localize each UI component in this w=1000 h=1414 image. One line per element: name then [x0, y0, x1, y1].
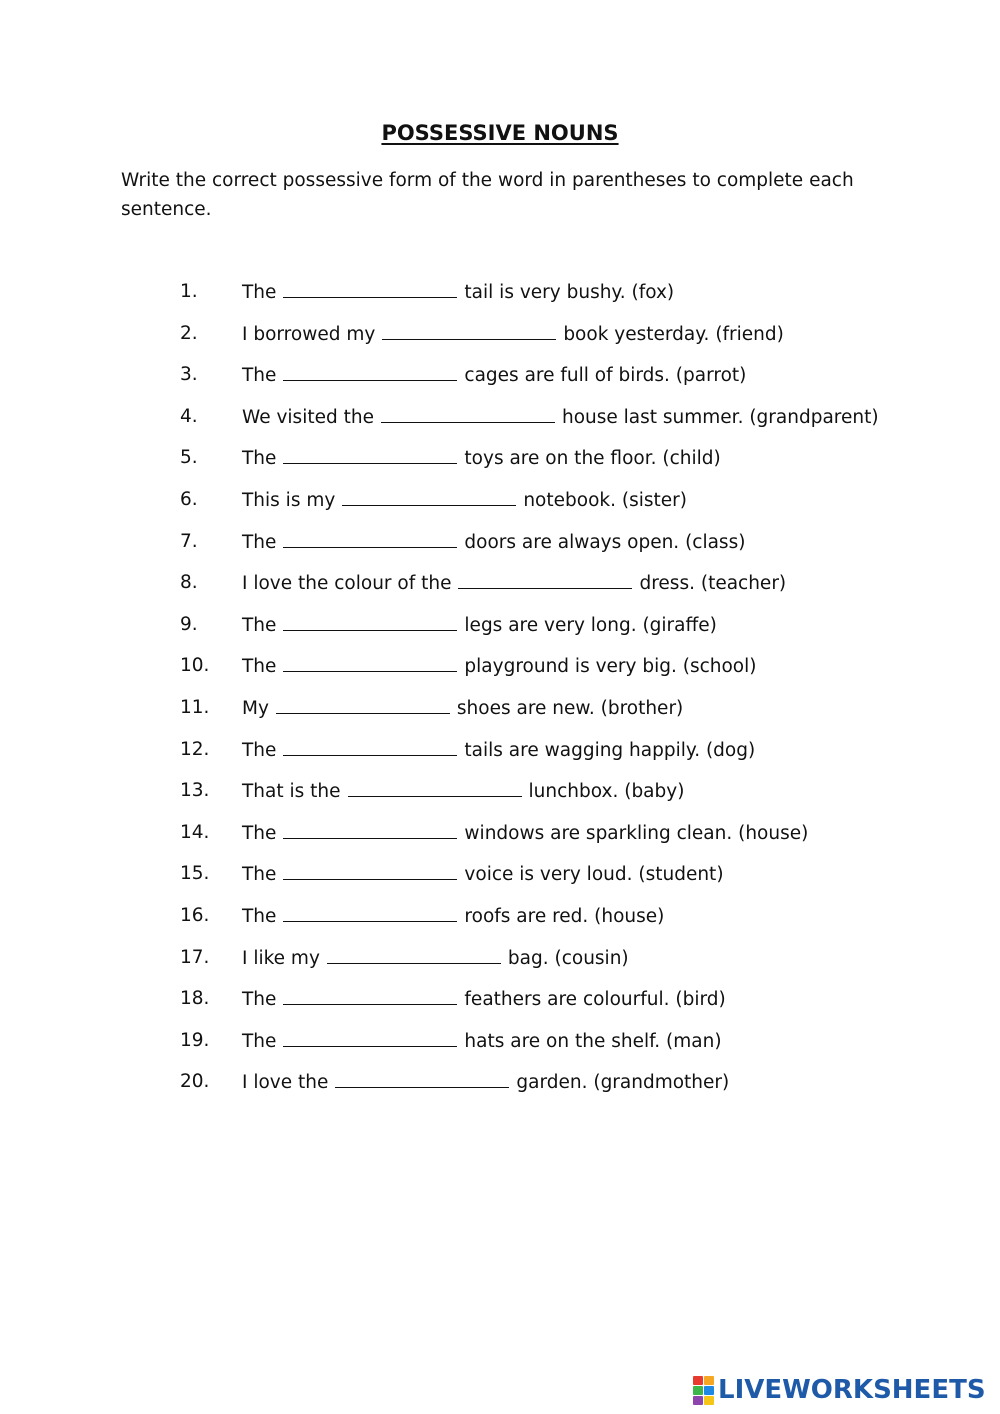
answer-blank[interactable] — [283, 527, 457, 548]
sentence-end: windows are sparkling clean. (house) — [464, 822, 809, 844]
question-sentence — [242, 1067, 729, 1098]
sentence-start: The — [242, 864, 277, 886]
answer-blank[interactable] — [335, 1067, 509, 1088]
answer-blank[interactable] — [283, 984, 457, 1005]
question-item — [180, 693, 940, 735]
question-sentence — [242, 651, 756, 682]
sentence-end: voice is very loud. (student) — [464, 864, 724, 886]
answer-blank[interactable] — [458, 568, 632, 589]
question-number: 7. — [180, 530, 198, 552]
sentence-end: roofs are red. (house) — [464, 905, 665, 927]
question-item — [180, 319, 940, 361]
question-number: 6. — [180, 488, 198, 510]
sentence-start: My — [242, 697, 269, 719]
answer-blank[interactable] — [276, 693, 450, 714]
page-title: POSSESSIVE NOUNS — [381, 121, 619, 145]
sentence-end: house last summer. (grandparent) — [561, 406, 879, 428]
question-item — [180, 984, 940, 1026]
question-number: 2. — [180, 322, 198, 344]
question-number: 18. — [180, 988, 210, 1010]
answer-blank[interactable] — [283, 277, 457, 298]
question-number: 3. — [180, 364, 198, 386]
question-item — [180, 568, 940, 610]
question-number: 4. — [180, 405, 198, 427]
question-sentence — [242, 402, 879, 433]
sentence-start: The — [242, 1030, 277, 1052]
answer-blank[interactable] — [382, 319, 556, 340]
question-item — [180, 943, 940, 985]
question-number: 17. — [180, 946, 210, 968]
question-item — [180, 527, 940, 569]
question-item — [180, 485, 940, 527]
sentence-start: The — [242, 365, 277, 387]
question-item — [180, 901, 940, 943]
sentence-start: I like my — [242, 947, 320, 969]
question-number: 19. — [180, 1029, 210, 1051]
answer-blank[interactable] — [348, 776, 522, 797]
question-sentence — [242, 319, 784, 350]
question-sentence — [242, 818, 808, 849]
question-sentence — [242, 776, 684, 807]
sentence-end: tail is very bushy. (fox) — [464, 282, 675, 303]
sentence-start: The — [242, 905, 277, 927]
question-list — [180, 277, 940, 1109]
liveworksheets-logo — [693, 1373, 986, 1407]
question-sentence — [242, 693, 683, 724]
answer-blank[interactable] — [283, 1026, 457, 1047]
question-number: 8. — [180, 572, 198, 594]
question-number: 15. — [180, 863, 210, 885]
answer-blank[interactable] — [283, 735, 457, 756]
question-item — [180, 1067, 940, 1109]
question-number: 9. — [180, 613, 198, 635]
question-sentence — [242, 1026, 722, 1057]
sentence-end: tails are wagging happily. (dog) — [464, 739, 756, 761]
sentence-start: I borrowed my — [242, 323, 376, 345]
question-sentence — [242, 360, 746, 391]
sentence-end: garden. (grandmother) — [516, 1072, 730, 1094]
sentence-end: lunchbox. (baby) — [528, 781, 685, 803]
logo-square — [693, 1376, 703, 1385]
logo-square — [693, 1396, 703, 1405]
liveworksheets-logo-icon — [693, 1376, 715, 1404]
question-item — [180, 360, 940, 402]
sentence-start: We visited the — [242, 406, 374, 428]
answer-blank[interactable] — [381, 402, 555, 423]
sentence-end: legs are very long. (giraffe) — [464, 614, 717, 636]
sentence-end: notebook. (sister) — [523, 489, 687, 511]
sentence-start: The — [242, 282, 277, 303]
sentence-end: playground is very big. (school) — [464, 656, 757, 678]
sentence-start: The — [242, 448, 277, 470]
sentence-end: feathers are colourful. (bird) — [464, 989, 726, 1011]
question-item — [180, 818, 940, 860]
logo-square — [704, 1396, 714, 1405]
question-item — [180, 776, 940, 818]
answer-blank[interactable] — [283, 651, 457, 672]
logo-square — [693, 1386, 703, 1395]
question-item — [180, 443, 940, 485]
sentence-start: The — [242, 614, 277, 636]
sentence-start: The — [242, 822, 277, 844]
sentence-start: I love the colour of the — [242, 573, 452, 595]
question-item — [180, 402, 940, 444]
sentence-end: shoes are new. (brother) — [456, 697, 684, 719]
question-item — [180, 610, 940, 652]
question-item — [180, 651, 940, 693]
question-number: 16. — [180, 904, 210, 926]
question-number: 14. — [180, 821, 210, 843]
question-number: 12. — [180, 738, 210, 760]
logo-square — [704, 1376, 714, 1385]
question-sentence — [242, 735, 755, 766]
question-sentence — [242, 485, 687, 516]
sentence-start: This is my — [242, 489, 336, 511]
question-sentence — [242, 443, 721, 474]
sentence-start: The — [242, 739, 277, 761]
sentence-start: The — [242, 989, 277, 1011]
question-number: 1. — [180, 281, 198, 302]
sentence-end: bag. (cousin) — [507, 947, 629, 969]
question-sentence — [242, 859, 724, 890]
question-item — [180, 859, 940, 901]
sentence-start: The — [242, 531, 277, 553]
sentence-end: book yesterday. (friend) — [563, 323, 784, 345]
question-item — [180, 277, 940, 319]
question-sentence — [242, 901, 664, 932]
logo-square — [704, 1386, 714, 1395]
sentence-start: I love the — [242, 1072, 329, 1094]
sentence-end: hats are on the shelf. (man) — [464, 1030, 722, 1052]
answer-blank[interactable] — [283, 859, 457, 880]
answer-blank[interactable] — [283, 901, 457, 922]
question-sentence — [242, 610, 717, 641]
question-number: 13. — [180, 780, 210, 802]
answer-blank[interactable] — [283, 443, 457, 464]
answer-blank[interactable] — [283, 360, 457, 381]
question-number: 5. — [180, 447, 198, 469]
sentence-end: cages are full of birds. (parrot) — [464, 365, 747, 387]
question-number: 20. — [180, 1071, 210, 1093]
answer-blank[interactable] — [283, 818, 457, 839]
sentence-end: dress. (teacher) — [639, 573, 787, 595]
question-item — [180, 1026, 940, 1068]
answer-blank[interactable] — [283, 610, 457, 631]
answer-blank[interactable] — [342, 485, 516, 506]
question-number: 11. — [180, 696, 210, 718]
logo-text: LIVEWORKSHEETS — [718, 1375, 986, 1405]
sentence-end: toys are on the floor. (child) — [464, 448, 721, 470]
answer-blank[interactable] — [327, 943, 501, 964]
question-sentence — [242, 984, 726, 1015]
question-sentence — [242, 277, 674, 308]
instructions-text: Write the correct possessive form of the word in parentheses to complete each sentence. — [121, 170, 854, 220]
question-sentence — [242, 568, 786, 599]
sentence-start: The — [242, 656, 277, 678]
question-number: 10. — [180, 655, 210, 677]
question-sentence — [242, 943, 629, 974]
question-sentence — [242, 527, 745, 558]
sentence-start: That is the — [242, 781, 341, 803]
question-item — [180, 735, 940, 777]
sentence-end: doors are always open. (class) — [464, 531, 746, 553]
